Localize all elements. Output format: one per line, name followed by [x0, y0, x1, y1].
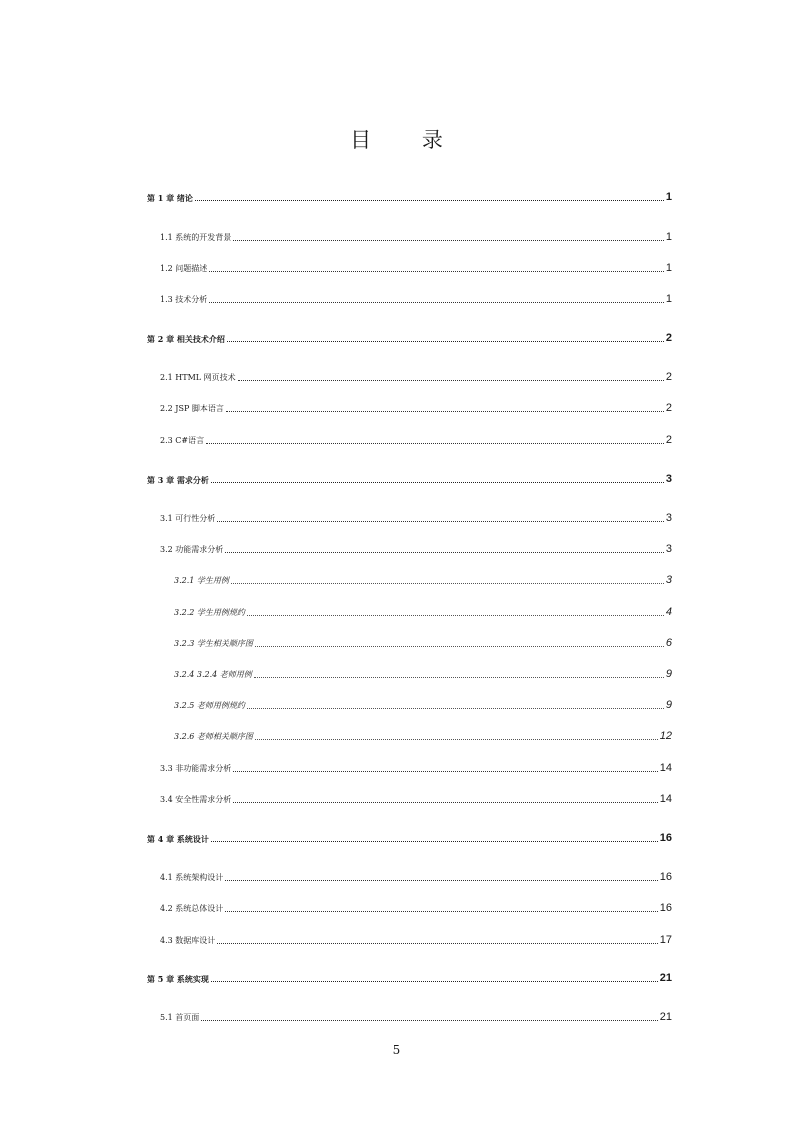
toc-entry-page: 2: [665, 402, 672, 414]
toc-leader-dots: [247, 614, 664, 616]
page-title: 目 录: [350, 128, 465, 152]
toc-leader-dots: [201, 1019, 657, 1021]
toc-leader-dots: [217, 520, 664, 522]
toc-entry-page: 2: [665, 371, 672, 383]
toc-leader-dots: [217, 942, 657, 944]
toc-entry-label: 第 5 章 系统实现: [147, 974, 209, 984]
toc-leader-dots: [231, 582, 664, 584]
toc-leader-dots: [225, 910, 657, 912]
toc-leader-dots: [255, 738, 658, 740]
toc-entry-label: 第 4 章 系统设计: [147, 834, 209, 844]
toc-leader-dots: [247, 707, 664, 709]
page-number: 5: [392, 1043, 401, 1057]
toc-entry[interactable]: [174, 726, 672, 742]
toc-entry[interactable]: [160, 758, 672, 774]
toc-entry[interactable]: [160, 867, 672, 883]
toc-entry-label: 3.2.3 学生相关顺序图: [174, 639, 253, 648]
toc-entry[interactable]: [160, 508, 672, 524]
toc-leader-dots: [233, 239, 664, 241]
toc-entry[interactable]: [174, 695, 672, 711]
toc-leader-dots: [225, 879, 657, 881]
toc-entry-page: 3: [665, 574, 672, 586]
toc-leader-dots: [211, 980, 658, 982]
toc-entry[interactable]: [160, 789, 672, 805]
toc-entry[interactable]: [160, 367, 672, 383]
toc-leader-dots: [238, 379, 664, 381]
toc-entry[interactable]: [160, 430, 672, 446]
toc-entry-label: 3.3 非功能需求分析: [160, 764, 232, 773]
toc-entry-page: 14: [659, 762, 672, 774]
toc-entry-page: 12: [659, 730, 672, 742]
toc-entry[interactable]: [160, 539, 672, 555]
toc-leader-dots: [227, 340, 664, 342]
toc-leader-dots: [195, 199, 664, 201]
toc-entry-page: 1: [665, 191, 672, 203]
toc-entry-label: 4.2 系统总体设计: [160, 904, 224, 913]
toc-entry-page: 3: [665, 512, 672, 524]
toc-entry-page: 2: [665, 332, 672, 344]
toc-entry[interactable]: [160, 289, 672, 305]
toc-entry-page: 3: [665, 473, 672, 485]
toc-entry[interactable]: [147, 828, 672, 844]
toc-leader-dots: [233, 801, 657, 803]
toc-entry-label: 第 2 章 相关技术介绍: [147, 334, 225, 344]
toc-leader-dots: [255, 645, 664, 647]
toc-entry-label: 3.1 可行性分析: [160, 514, 216, 523]
toc-entry-label: 2.2 JSP 脚本语言: [160, 404, 224, 413]
toc-entry[interactable]: [160, 227, 672, 243]
toc-entry[interactable]: [147, 469, 672, 485]
toc-entry[interactable]: [147, 328, 672, 344]
toc-entry-page: 6: [665, 637, 672, 649]
toc-entry-label: 2.3 C#语言: [160, 436, 205, 445]
toc-entry-label: 第 3 章 需求分析: [147, 475, 209, 485]
toc-entry-page: 16: [659, 871, 672, 883]
toc-entry-page: 21: [659, 1011, 672, 1023]
toc-entry-label: 1.1 系统的开发背景: [160, 233, 232, 242]
toc-leader-dots: [206, 442, 664, 444]
toc-entry-page: 4: [665, 606, 672, 618]
toc-entry[interactable]: [147, 968, 672, 984]
toc-entry[interactable]: [174, 570, 672, 586]
toc-entry-label: 3.2.4 3.2.4 老师用例: [174, 670, 252, 679]
toc-entry-label: 2.1 HTML 网页技术: [160, 373, 236, 382]
toc-entry-label: 3.2.6 老师相关顺序图: [174, 732, 253, 741]
toc-entry[interactable]: [147, 187, 672, 203]
toc-entry-label: 3.2 功能需求分析: [160, 545, 224, 554]
toc-entry[interactable]: [160, 258, 672, 274]
toc-entry[interactable]: [160, 930, 672, 946]
toc-entry[interactable]: [174, 602, 672, 618]
toc-leader-dots: [209, 301, 664, 303]
toc-entry[interactable]: [174, 664, 672, 680]
toc-entry-label: 4.1 系统架构设计: [160, 873, 224, 882]
toc-entry-label: 3.2.5 老师用例规约: [174, 701, 245, 710]
toc-leader-dots: [226, 410, 664, 412]
toc-leader-dots: [209, 270, 664, 272]
toc-entry-label: 1.2 问题描述: [160, 264, 208, 273]
toc-entry-page: 16: [659, 902, 672, 914]
toc-entry[interactable]: [160, 398, 672, 414]
toc-entry-page: 14: [659, 793, 672, 805]
toc-entry-page: 9: [665, 699, 672, 711]
toc-entry-page: 2: [665, 434, 672, 446]
toc-entry-page: 1: [665, 231, 672, 243]
toc-entry-page: 21: [659, 972, 672, 984]
toc-leader-dots: [211, 481, 664, 483]
toc-leader-dots: [211, 840, 658, 842]
toc-entry[interactable]: [160, 898, 672, 914]
toc-entry-page: 17: [659, 934, 672, 946]
toc-entry-label: 5.1 首页面: [160, 1013, 200, 1022]
toc-entry-label: 4.3 数据库设计: [160, 936, 216, 945]
toc-entry[interactable]: [160, 1007, 672, 1023]
toc-entry-label: 3.2.2 学生用例规约: [174, 608, 245, 617]
toc-entry-label: 1.3 技术分析: [160, 295, 208, 304]
toc-entry-page: 9: [665, 668, 672, 680]
toc-leader-dots: [233, 770, 657, 772]
toc-entry-page: 1: [665, 262, 672, 274]
toc-leader-dots: [254, 676, 664, 678]
toc-entry-page: 1: [665, 293, 672, 305]
toc-entry-page: 3: [665, 543, 672, 555]
toc-entry-label: 第 1 章 绪论: [147, 193, 193, 203]
toc-entry-label: 3.2.1 学生用例: [174, 576, 229, 585]
toc-entry-page: 16: [659, 832, 672, 844]
toc-leader-dots: [225, 551, 664, 553]
toc-entry-label: 3.4 安全性需求分析: [160, 795, 232, 804]
toc-entry[interactable]: [174, 633, 672, 649]
